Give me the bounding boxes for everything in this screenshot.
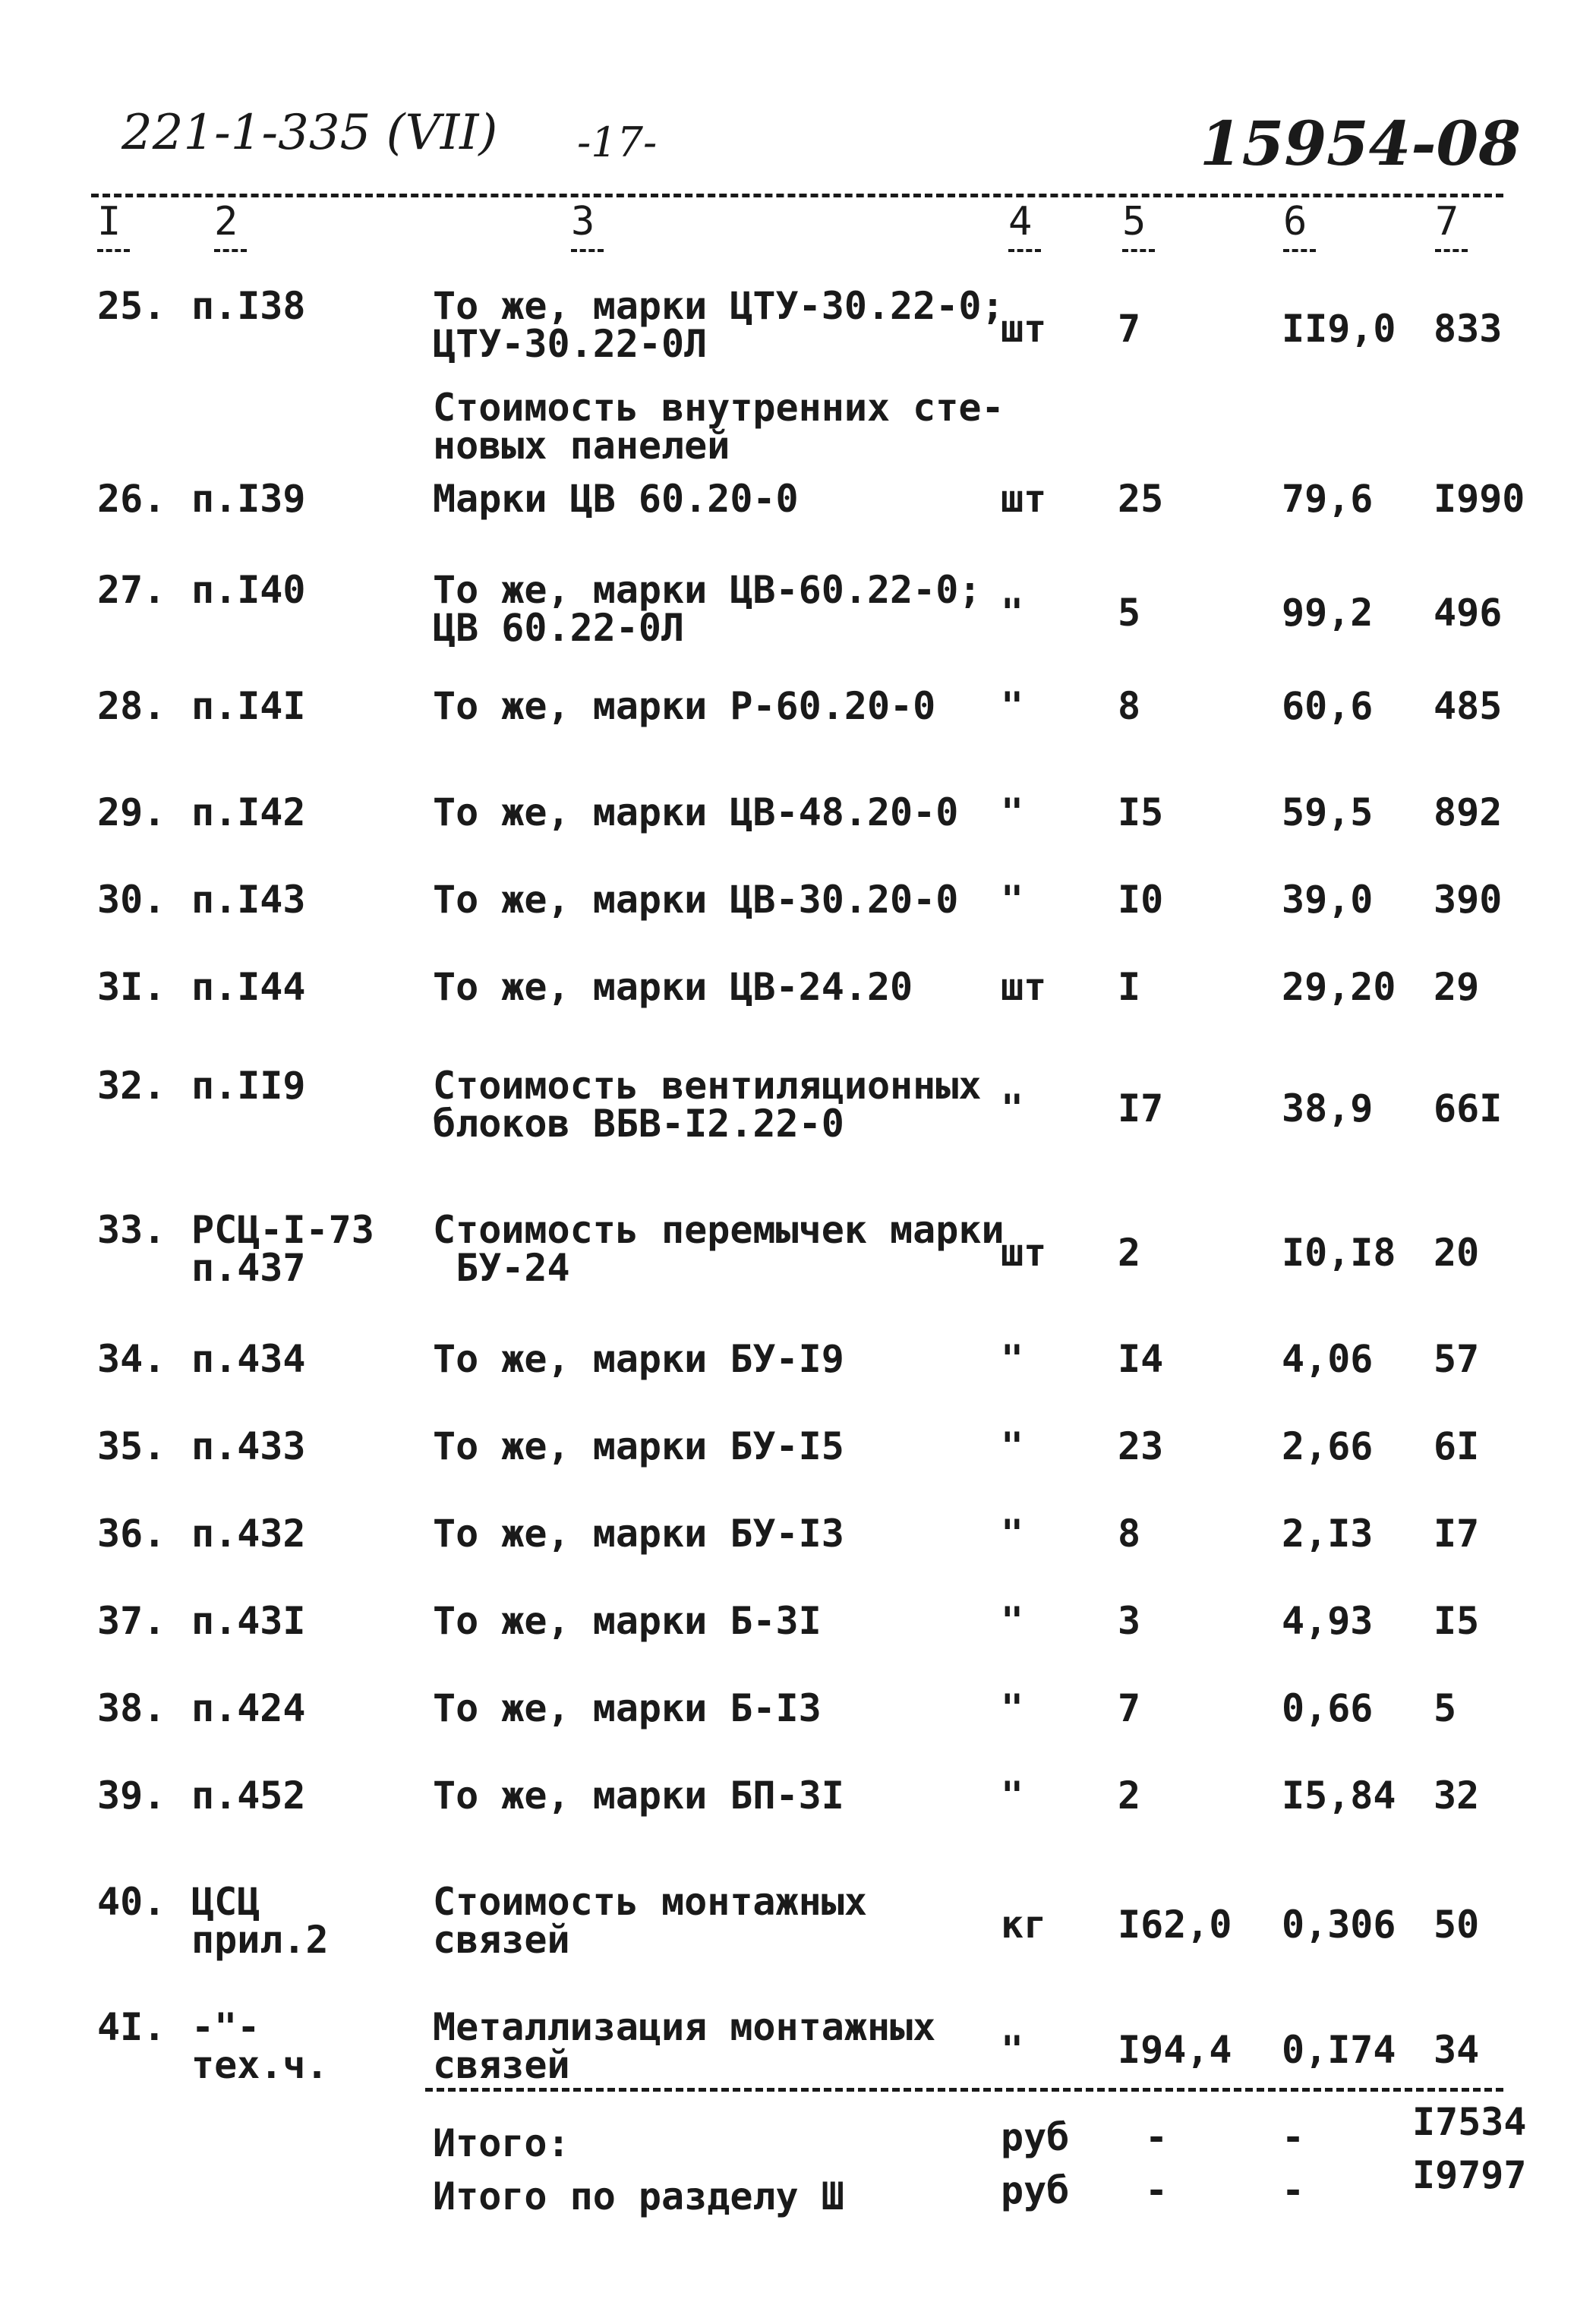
row-quantity: 23 [1118, 1424, 1164, 1468]
row-unit: " [1001, 2028, 1024, 2072]
row-quantity: I7 [1118, 1086, 1164, 1130]
row-description: То же, марки ЦВ-30.20-0 [433, 878, 959, 922]
row-total: 32 [1434, 1774, 1480, 1818]
row-description: То же, марки БУ-I5 [433, 1424, 844, 1468]
row-total: 6I [1434, 1424, 1480, 1468]
row-unit-price: 79,6 [1282, 477, 1374, 521]
row-quantity: 3 [1118, 1599, 1141, 1643]
row-quantity: 7 [1118, 1686, 1141, 1730]
row-total: 34 [1434, 2028, 1480, 2072]
row-unit-price: 39,0 [1282, 878, 1374, 922]
row-number: 38. [97, 1686, 166, 1730]
row-unit-price: II9,0 [1282, 307, 1396, 351]
row-quantity: 7 [1118, 307, 1141, 351]
row-reference: п.432 [191, 1512, 306, 1556]
row-description: Марки ЦВ 60.20-0 [433, 477, 799, 521]
row-description: То же, марки ЦВ-48.20-0 [433, 790, 959, 834]
row-unit-price: 4,06 [1282, 1337, 1374, 1381]
row-unit-price: 60,6 [1282, 684, 1374, 728]
row-unit: кг [1001, 1903, 1047, 1947]
row-unit-price: I5,84 [1282, 1774, 1396, 1818]
row-unit-price: 99,2 [1282, 591, 1374, 635]
row-total: I7 [1434, 1512, 1480, 1556]
row-quantity: I [1118, 965, 1141, 1009]
row-unit-price: 38,9 [1282, 1086, 1374, 1130]
row-quantity: 8 [1118, 684, 1141, 728]
row-reference: РСЦ-I-73 п.437 [191, 1208, 374, 1290]
row-reference: п.452 [191, 1774, 306, 1818]
row-total: 5 [1434, 1686, 1457, 1730]
row-quantity: 8 [1118, 1512, 1141, 1556]
row-quantity: 25 [1118, 477, 1164, 521]
row-description: Стоимость перемычек марки БУ-24 [433, 1208, 1005, 1290]
row-total: 29 [1434, 965, 1480, 1009]
row-number: 26. [97, 477, 166, 521]
row-unit-price: 0,306 [1282, 1903, 1396, 1947]
row-unit: " [1001, 591, 1024, 635]
row-description: То же, марки Б-I3 [433, 1686, 822, 1730]
row-description: То же, марки ЦТУ-30.22-0; ЦТУ-30.22-0Л [433, 284, 1005, 366]
row-reference: п.43I [191, 1599, 306, 1643]
row-reference: п.424 [191, 1686, 306, 1730]
row-unit-price: 0,I74 [1282, 2028, 1396, 2072]
row-total: 485 [1434, 684, 1503, 728]
row-number: 33. [97, 1208, 166, 1252]
row-unit: " [1001, 1086, 1024, 1130]
col-header-1: I [97, 199, 130, 244]
row-unit: " [1001, 878, 1024, 922]
row-unit: шт [1001, 307, 1047, 351]
row-number: 35. [97, 1424, 166, 1468]
row-unit: шт [1001, 1231, 1047, 1275]
totals-price: - [1282, 2115, 1305, 2159]
col-header-3: 3 [571, 199, 604, 244]
section-totals-qty: - [1145, 2168, 1169, 2212]
totals-value: I7534 [1412, 2100, 1527, 2144]
row-reference: -"- тех.ч. [191, 2005, 329, 2087]
row-reference: п.I40 [191, 568, 306, 612]
col-header-7: 7 [1435, 199, 1468, 244]
totals-qty: - [1145, 2115, 1169, 2159]
row-number: 36. [97, 1512, 166, 1556]
row-unit-price: 4,93 [1282, 1599, 1374, 1643]
row-description: То же, марки Б-3I [433, 1599, 822, 1643]
row-reference: ЦСЦ прил.2 [191, 1880, 329, 1962]
row-quantity: I62,0 [1118, 1903, 1232, 1947]
row-unit: шт [1001, 477, 1047, 521]
page-number: -17- [577, 118, 658, 166]
row-reference: п.I39 [191, 477, 306, 521]
row-total: 833 [1434, 307, 1503, 351]
row-number: 39. [97, 1774, 166, 1818]
row-total: 57 [1434, 1337, 1480, 1381]
row-description: Стоимость монтажных связей [433, 1880, 867, 1962]
row-unit-price: 2,66 [1282, 1424, 1374, 1468]
row-number: 27. [97, 568, 166, 612]
row-reference: п.I44 [191, 965, 306, 1009]
row-description: То же, марки ЦВ-24.20 [433, 965, 913, 1009]
row-description: То же, марки БУ-I3 [433, 1512, 844, 1556]
row-quantity: 2 [1118, 1231, 1141, 1275]
row-unit: " [1001, 1774, 1024, 1818]
row-total: 20 [1434, 1231, 1480, 1275]
row-unit: " [1001, 1337, 1024, 1381]
totals-label: Итого: [433, 2121, 570, 2165]
row-description: То же, марки БП-3I [433, 1774, 844, 1818]
row-total: 390 [1434, 878, 1503, 922]
row-reference: п.433 [191, 1424, 306, 1468]
doc-code: 221-1-335 (VII) [121, 105, 498, 161]
row-quantity: 5 [1118, 591, 1141, 635]
row-quantity: I4 [1118, 1337, 1164, 1381]
row-quantity: I0 [1118, 878, 1164, 922]
row-number: 32. [97, 1064, 166, 1108]
section-totals-value: I9797 [1412, 2153, 1527, 2197]
row-reference: п.I42 [191, 790, 306, 834]
row-unit-price: 59,5 [1282, 790, 1374, 834]
section-note: Стоимость внутренних сте- новых панелей [433, 386, 1005, 468]
section-totals-price: - [1282, 2168, 1305, 2212]
row-number: 4I. [97, 2005, 166, 2049]
archive-number: 15954-08 [1200, 108, 1521, 179]
row-total: 496 [1434, 591, 1503, 635]
row-quantity: 2 [1118, 1774, 1141, 1818]
row-reference: п.II9 [191, 1064, 306, 1108]
header-divider [91, 194, 1503, 197]
row-description: То же, марки Р-60.20-0 [433, 684, 936, 728]
row-total: 66I [1434, 1086, 1503, 1130]
col-header-4: 4 [1008, 199, 1041, 244]
row-number: 37. [97, 1599, 166, 1643]
row-total: I5 [1434, 1599, 1480, 1643]
row-unit: " [1001, 1424, 1024, 1468]
row-unit-price: 29,20 [1282, 965, 1396, 1009]
row-description: То же, марки ЦВ-60.22-0; ЦВ 60.22-0Л [433, 568, 982, 650]
row-number: 28. [97, 684, 166, 728]
row-quantity: I94,4 [1118, 2028, 1232, 2072]
row-total: 50 [1434, 1903, 1480, 1947]
row-number: 25. [97, 284, 166, 328]
row-unit: " [1001, 790, 1024, 834]
row-reference: п.I4I [191, 684, 306, 728]
row-reference: п.I38 [191, 284, 306, 328]
row-description: То же, марки БУ-I9 [433, 1337, 844, 1381]
section-totals-unit: руб [1001, 2168, 1070, 2212]
row-number: 30. [97, 878, 166, 922]
row-unit: " [1001, 1512, 1024, 1556]
row-unit: шт [1001, 965, 1047, 1009]
row-unit-price: 2,I3 [1282, 1512, 1374, 1556]
section-totals-label: Итого по разделу Ш [433, 2174, 844, 2218]
row-description: Металлизация монтажных связей [433, 2005, 936, 2087]
col-header-2: 2 [214, 199, 247, 244]
row-unit: " [1001, 1686, 1024, 1730]
row-unit: " [1001, 1599, 1024, 1643]
row-reference: п.434 [191, 1337, 306, 1381]
row-total: I990 [1434, 477, 1525, 521]
col-header-6: 6 [1283, 199, 1316, 244]
row-total: 892 [1434, 790, 1503, 834]
totals-unit: руб [1001, 2115, 1070, 2159]
row-unit-price: 0,66 [1282, 1686, 1374, 1730]
row-unit-price: I0,I8 [1282, 1231, 1396, 1275]
row-number: 3I. [97, 965, 166, 1009]
row-number: 29. [97, 790, 166, 834]
col-header-5: 5 [1122, 199, 1155, 244]
row-quantity: I5 [1118, 790, 1164, 834]
row-number: 40. [97, 1880, 166, 1924]
row-number: 34. [97, 1337, 166, 1381]
row-unit: " [1001, 684, 1024, 728]
row-reference: п.I43 [191, 878, 306, 922]
totals-divider [425, 2088, 1503, 2092]
row-description: Стоимость вентиляционных блоков ВБВ-I2.22-0 [433, 1064, 982, 1146]
